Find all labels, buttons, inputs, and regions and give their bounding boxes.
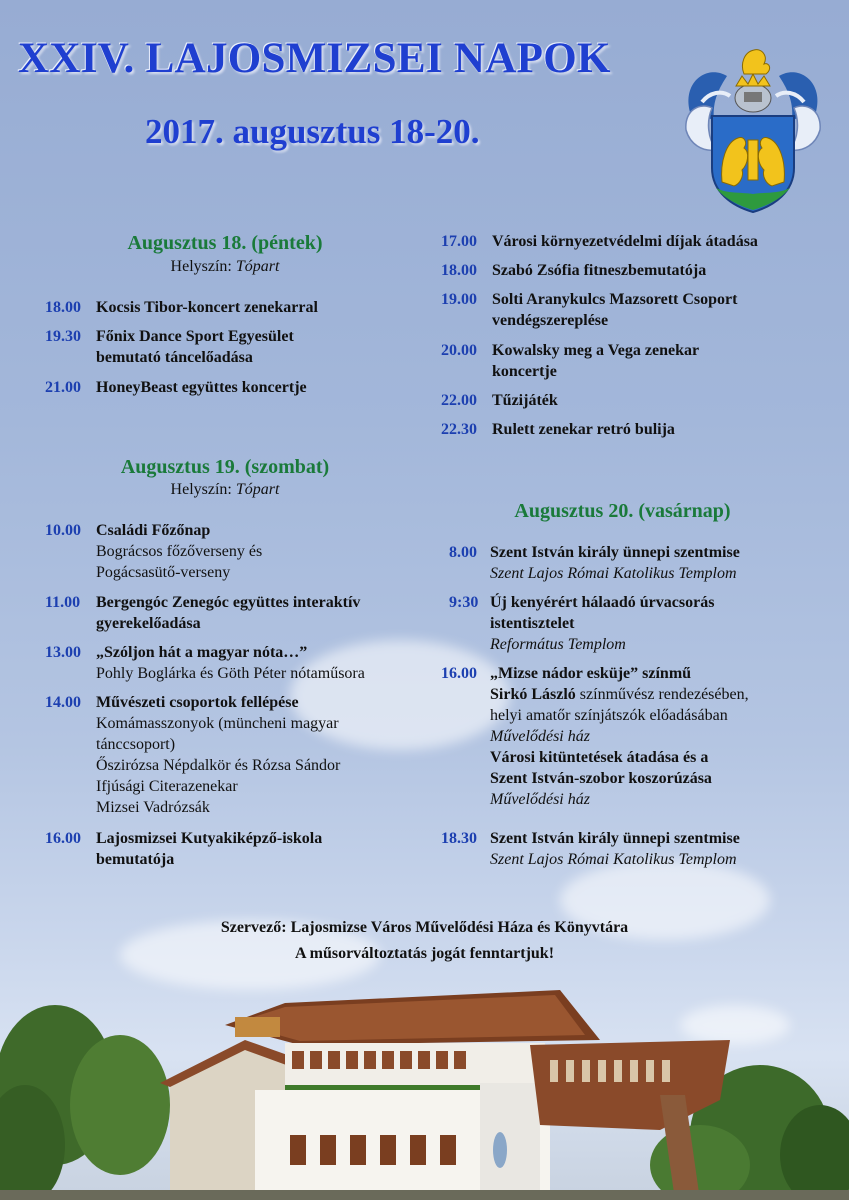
coat-of-arms-icon xyxy=(682,42,824,214)
event-time: 19.00 xyxy=(441,291,477,308)
event-time: 22.00 xyxy=(441,392,477,409)
event-time: 13.00 xyxy=(45,644,81,661)
event-time: 21.00 xyxy=(45,379,81,396)
event-dates: 2017. augusztus 18-20. xyxy=(145,112,480,151)
cultural-center-building-image xyxy=(0,985,849,1200)
event-time: 8.00 xyxy=(449,544,477,561)
event-time: 18.00 xyxy=(45,299,81,316)
event-time: 17.00 xyxy=(441,233,477,250)
poster-title: XXIV. LAJOSMIZSEI NAPOK xyxy=(18,35,611,82)
organizer-note: Szervező: Lajosmizse Város Művelődési Háza és Könyvtára xyxy=(220,919,629,936)
event-time: 18.30 xyxy=(441,830,477,847)
event-time: 18.00 xyxy=(441,262,477,279)
footer xyxy=(0,915,849,967)
day2-heading: Augusztus 19. (szombat) xyxy=(120,456,330,478)
event-time: 16.00 xyxy=(441,665,477,682)
day3-heading: Augusztus 20. (vasárnap) xyxy=(514,500,731,522)
day1-venue: Helyszín: Tópart xyxy=(170,258,280,275)
day1-heading: Augusztus 18. (péntek) xyxy=(127,232,323,254)
day2-venue: Helyszín: Tópart xyxy=(170,481,280,498)
event-time: 9:30 xyxy=(449,594,479,611)
event-time: 14.00 xyxy=(45,694,81,711)
event-time: 22.30 xyxy=(441,421,477,438)
event-time: 20.00 xyxy=(441,342,477,359)
program-change-notice: A műsorváltoztatás jogát fenntartjuk! xyxy=(294,945,555,962)
event-time: 19.30 xyxy=(45,328,81,345)
event-time: 16.00 xyxy=(45,830,81,847)
event-time: 11.00 xyxy=(45,594,81,611)
event-time: 10.00 xyxy=(45,522,81,539)
